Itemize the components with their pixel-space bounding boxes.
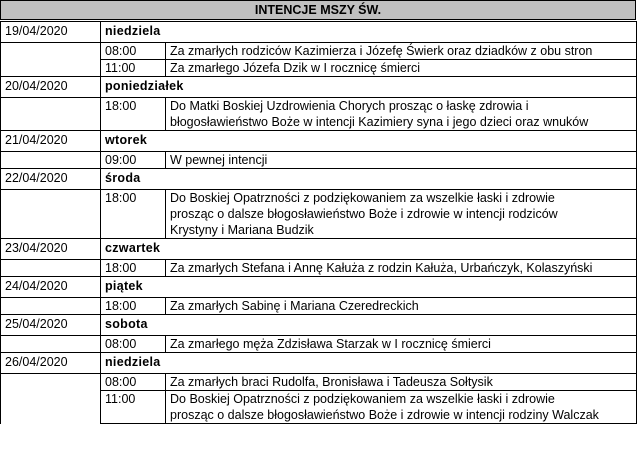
day-name-cell: poniedziałek bbox=[101, 77, 637, 98]
intention-cell bbox=[166, 391, 637, 424]
intention-line: Krystyny i Mariana Budzik bbox=[170, 223, 314, 237]
mass-row bbox=[1, 60, 637, 77]
day-row bbox=[1, 169, 637, 190]
day-name-cell: niedziela bbox=[101, 22, 637, 43]
date-cell: 26/04/2020 bbox=[1, 353, 101, 374]
mass-time-cell: 09:00 bbox=[101, 152, 166, 169]
intention-cell bbox=[166, 336, 637, 353]
intention-cell bbox=[166, 298, 637, 315]
day-row bbox=[1, 353, 637, 374]
day-name-cell: wtorek bbox=[101, 131, 637, 152]
mass-time-cell: 18:00 bbox=[101, 260, 166, 277]
day-name-cell: środa bbox=[101, 169, 637, 190]
day-row bbox=[1, 77, 637, 98]
intention-cell bbox=[166, 152, 637, 169]
empty-date-cell bbox=[1, 260, 101, 277]
intention-cell bbox=[166, 43, 637, 60]
mass-row bbox=[1, 98, 637, 131]
day-name-cell: piątek bbox=[101, 277, 637, 298]
intention-line: prosząc o dalsze błogosławieństwo Boże i zdrowie w intencji rodziców bbox=[170, 207, 558, 221]
mass-time-cell: 08:00 bbox=[101, 43, 166, 60]
date-cell: 22/04/2020 bbox=[1, 169, 101, 190]
date-cell: 24/04/2020 bbox=[1, 277, 101, 298]
intention-line: błogosławieństwo Boże w intencji Kazimiery syna i jego dzieci oraz wnuków bbox=[170, 115, 589, 129]
date-cell: 23/04/2020 bbox=[1, 239, 101, 260]
mass-row bbox=[1, 43, 637, 60]
empty-date-cell bbox=[1, 98, 101, 131]
mass-row bbox=[1, 391, 637, 424]
intention-line: Do Matki Boskiej Uzdrowienia Chorych prosząc o łaskę zdrowia i bbox=[170, 99, 529, 113]
mass-time-cell: 18:00 bbox=[101, 298, 166, 315]
empty-date-cell bbox=[1, 391, 101, 424]
date-cell: 19/04/2020 bbox=[1, 22, 101, 43]
intention-line: Do Boskiej Opatrzności z podziękowaniem za wszelkie łaski i zdrowie bbox=[170, 392, 555, 406]
day-row bbox=[1, 22, 637, 43]
intention-line: W pewnej intencji bbox=[170, 153, 268, 167]
intention-cell bbox=[166, 260, 637, 277]
date-cell: 25/04/2020 bbox=[1, 315, 101, 336]
mass-row bbox=[1, 298, 637, 315]
empty-date-cell bbox=[1, 336, 101, 353]
intention-line: Za zmarłego Józefa Dzik w I rocznicę śmierci bbox=[170, 61, 421, 75]
intentions-table bbox=[0, 21, 637, 424]
intention-line: Za zmarłego męża Zdzisława Starzak w I rocznicę śmierci bbox=[170, 337, 491, 351]
intention-line: Za zmarłych Stefana i Annę Kałuża z rodzin Kałuża, Urbańczyk, Kolaszyński bbox=[170, 261, 593, 275]
date-cell: 20/04/2020 bbox=[1, 77, 101, 98]
day-row bbox=[1, 315, 637, 336]
mass-time-cell: 11:00 bbox=[101, 391, 166, 424]
mass-row bbox=[1, 336, 637, 353]
empty-date-cell bbox=[1, 60, 101, 77]
empty-date-cell bbox=[1, 190, 101, 239]
intention-cell bbox=[166, 190, 637, 239]
page-title: INTENCJE MSZY ŚW. bbox=[0, 0, 636, 20]
empty-date-cell bbox=[1, 374, 101, 391]
empty-date-cell bbox=[1, 152, 101, 169]
day-row bbox=[1, 277, 637, 298]
day-name-cell: czwartek bbox=[101, 239, 637, 260]
intention-line: Za zmarłych Sabinę i Mariana Czeredreckich bbox=[170, 299, 419, 313]
mass-row bbox=[1, 152, 637, 169]
empty-date-cell bbox=[1, 43, 101, 60]
mass-time-cell: 18:00 bbox=[101, 190, 166, 239]
intention-line: Do Boskiej Opatrzności z podziękowaniem za wszelkie łaski i zdrowie bbox=[170, 191, 555, 205]
intention-line: Za zmarłych rodziców Kazimierza i Józefę Świerk oraz dziadków z obu stron bbox=[170, 44, 593, 58]
intention-cell bbox=[166, 98, 637, 131]
day-name-cell: sobota bbox=[101, 315, 637, 336]
mass-time-cell: 11:00 bbox=[101, 60, 166, 77]
mass-time-cell: 18:00 bbox=[101, 98, 166, 131]
day-row bbox=[1, 239, 637, 260]
empty-date-cell bbox=[1, 298, 101, 315]
mass-time-cell: 08:00 bbox=[101, 336, 166, 353]
date-cell: 21/04/2020 bbox=[1, 131, 101, 152]
intention-cell bbox=[166, 60, 637, 77]
intention-cell bbox=[166, 374, 637, 391]
mass-row bbox=[1, 374, 637, 391]
mass-row bbox=[1, 190, 637, 239]
mass-row bbox=[1, 260, 637, 277]
day-row bbox=[1, 131, 637, 152]
intention-line: Za zmarłych braci Rudolfa, Bronisława i Tadeusza Sołtysik bbox=[170, 375, 493, 389]
day-name-cell: niedziela bbox=[101, 353, 637, 374]
intention-line: prosząc o dalsze błogosławieństwo Boże i zdrowie w intencji rodziny Walczak bbox=[170, 408, 599, 422]
mass-time-cell: 08:00 bbox=[101, 374, 166, 391]
